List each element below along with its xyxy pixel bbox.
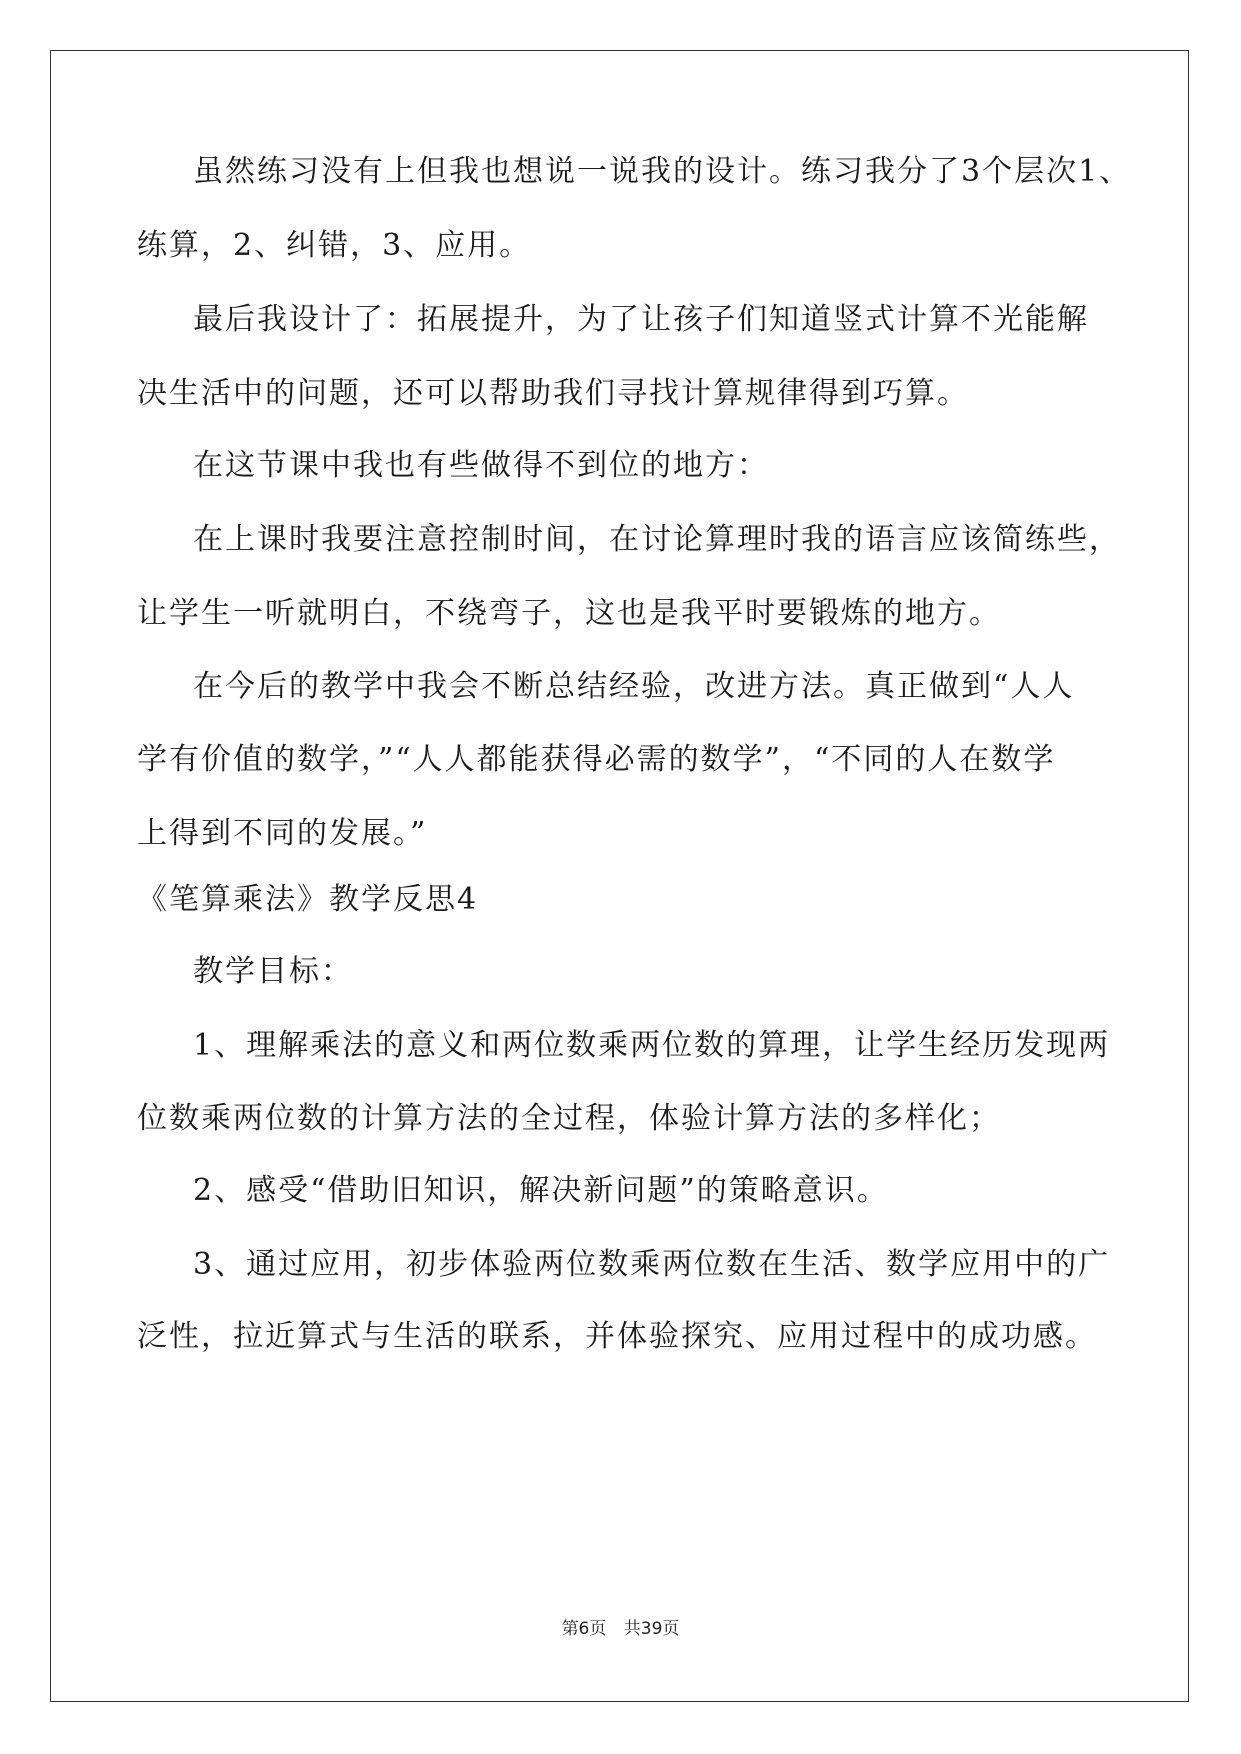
paragraph-line: 在上课时我要注意控制时间，在讨论算理时我的语言应该简练些， [193, 522, 1121, 557]
page-footer [0, 1617, 1241, 1641]
paragraph-line: 在今后的教学中我会不断总结经验，改进方法。真正做到“人人 [193, 669, 1075, 704]
objective-line: 1、理解乘法的意义和两位数乘两位数的算理，让学生经历发现两 [193, 1028, 1111, 1063]
paragraph-line: 练算，2、纠错，3、应用。 [137, 228, 532, 263]
paragraph-line: 学有价值的数学，”“人人都能获得必需的数学”，“不同的人在数学 [137, 742, 1056, 777]
section-heading: 《笔算乘法》教学反思4 [137, 882, 479, 917]
paragraph-line: 让学生一听就明白，不绕弯子，这也是我平时要锻炼的地方。 [137, 596, 1001, 631]
page-border [50, 50, 1189, 1702]
paragraph-line: 虽然练习没有上但我也想说一说我的设计。练习我分了3个层次1、 [193, 154, 1132, 189]
paragraph-line: 决生活中的问题，还可以帮助我们寻找计算规律得到巧算。 [137, 376, 969, 411]
objective-line: 3、通过应用，初步体验两位数乘两位数在生活、数学应用中的广 [193, 1247, 1111, 1282]
page-total: 共39页 [623, 1619, 680, 1639]
objective-line: 位数乘两位数的计算方法的全过程，体验计算方法的多样化； [137, 1101, 1001, 1136]
objective-line: 泛性，拉近算式与生活的联系，并体验探究、应用过程中的成功感。 [137, 1319, 1097, 1354]
page-number: 第6页 [561, 1619, 607, 1639]
paragraph-line: 上得到不同的发展。” [137, 816, 428, 851]
paragraph-line: 在这节课中我也有些做得不到位的地方： [193, 448, 769, 483]
objectives-label: 教学目标： [193, 954, 353, 989]
paragraph-line: 最后我设计了：拓展提升，为了让孩子们知道竖式计算不光能解 [193, 302, 1089, 337]
objective-line: 2、感受“借助旧知识，解决新问题”的策略意识。 [193, 1173, 889, 1208]
